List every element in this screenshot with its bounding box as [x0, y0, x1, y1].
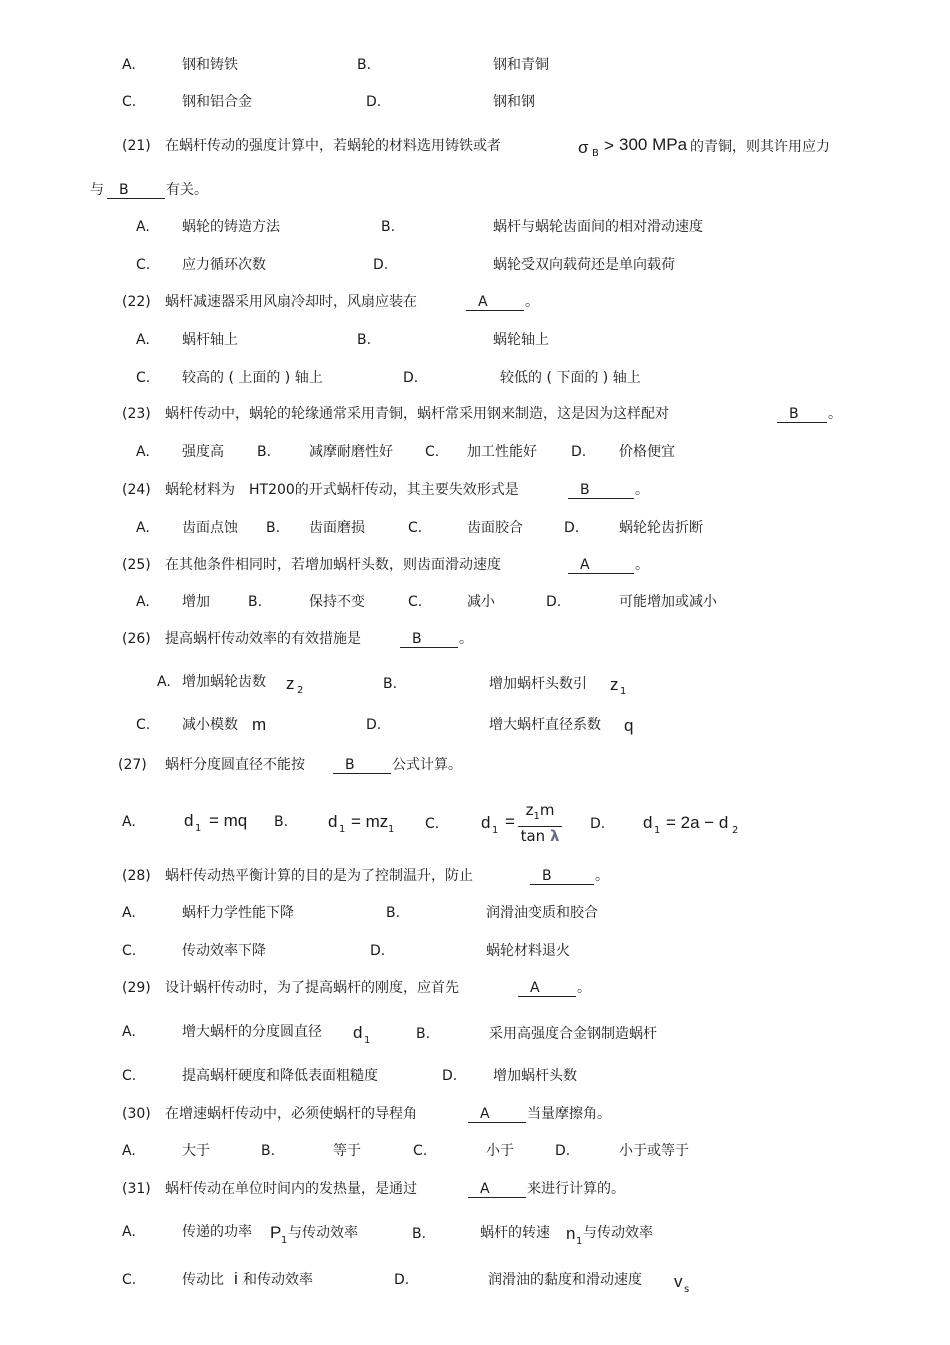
option-letter: C. [425, 816, 440, 832]
answer-blank: B [107, 181, 165, 199]
option-letter: A. [122, 1143, 136, 1159]
question-text: 蜗杆传动中，蜗轮的轮缘通常采用青铜，蜗杆常采用钢来制造，这是因为这样配对 [165, 406, 669, 422]
option-text: 采用高强度合金钢制造蜗杆 [489, 1026, 657, 1042]
question-text-end: 公式计算。 [392, 757, 462, 773]
option-text: 钢和青铜 [493, 57, 549, 73]
math-subscript: 1 [281, 1235, 288, 1246]
question-text-end: 。 [577, 980, 591, 996]
answer-blank: A [466, 293, 524, 311]
option-text: 齿面点蚀 [182, 520, 238, 536]
option-text: 保持不变 [309, 594, 365, 610]
question-number: (27) [118, 757, 147, 773]
option-text: 增大蜗杆的分度圆直径 [182, 1024, 322, 1040]
question-text-end: 。 [595, 868, 609, 884]
option-text: 传动比 [182, 1272, 224, 1288]
option-text: 增加蜗杆头数 [493, 1068, 577, 1084]
option-text: 小于 [486, 1143, 514, 1159]
option-letter: B. [274, 814, 289, 830]
question-number: (25) [122, 557, 151, 573]
math-subscript: 1 [620, 686, 627, 697]
option-text: 齿面胶合 [467, 520, 523, 536]
option-text: 润滑油变质和胶合 [486, 905, 598, 921]
option-text: 蜗杆的转速 [480, 1225, 550, 1241]
math-symbol: z [286, 674, 295, 693]
answer-blank: B [530, 867, 594, 885]
question-text: 蜗杆减速器采用风扇冷却时，风扇应装在 [165, 294, 417, 310]
option-text: 钢和铸铁 [182, 57, 238, 73]
option-letter: D. [370, 943, 386, 959]
question-number: (29) [122, 980, 151, 996]
question-number: (21) [122, 138, 151, 154]
option-text: 齿面磨损 [309, 520, 365, 536]
option-letter: A. [122, 57, 136, 73]
answer-blank: B [400, 630, 458, 648]
math-symbol: z [525, 801, 534, 819]
option-letter: C. [408, 594, 423, 610]
option-text: 增加蜗轮齿数 [182, 674, 266, 690]
math-rhs: = mz [351, 812, 389, 831]
option-text: 蜗轮的铸造方法 [182, 219, 280, 235]
option-letter: D. [373, 257, 389, 273]
question-number: (22) [122, 294, 151, 310]
option-text: 提高蜗杆硬度和降低表面粗糙度 [182, 1068, 378, 1084]
question-text-cont: 与 [90, 182, 104, 198]
answer-blank: A [568, 556, 634, 574]
option-letter: A. [136, 520, 150, 536]
option-text: 等于 [333, 1143, 361, 1159]
question-text: 在增速蜗杆传动中，必须使蜗杆的导程角 [165, 1106, 417, 1122]
option-letter: B. [357, 332, 372, 348]
math-subscript: 1 [364, 1035, 371, 1046]
math-function: tan [520, 827, 546, 845]
option-letter: D. [571, 444, 587, 460]
option-text: 蜗轮轴上 [493, 332, 549, 348]
option-letter: A. [136, 219, 150, 235]
question-number: (23) [122, 406, 151, 422]
option-text: 蜗轮受双向载荷还是单向载荷 [493, 257, 675, 273]
option-text: 钢和钢 [493, 94, 535, 110]
question-number: (31) [122, 1181, 151, 1197]
option-text: 蜗杆轴上 [182, 332, 238, 348]
option-text: 与传动效率 [583, 1225, 653, 1241]
option-letter: B. [248, 594, 263, 610]
option-letter: B. [383, 676, 398, 692]
math-symbol: d [353, 1023, 363, 1042]
math-symbol: i [234, 1269, 238, 1288]
option-text: 价格便宜 [619, 444, 675, 460]
option-text: 大于 [182, 1143, 210, 1159]
question-text: 提高蜗杆传动效率的有效措施是 [165, 631, 361, 647]
question-number: (26) [122, 631, 151, 647]
answer-blank: A [518, 979, 576, 997]
option-letter: C. [408, 520, 423, 536]
option-text: 与传动效率 [288, 1225, 358, 1241]
option-text: 减摩耐磨性好 [309, 444, 393, 460]
math-rhs: = mq [209, 811, 248, 830]
question-text-end: 有关。 [166, 182, 208, 198]
math-symbol: q [624, 716, 634, 735]
question-text: 在蜗杆传动的强度计算中，若蜗轮的材料选用铸铁或者 [165, 138, 501, 154]
option-text: 强度高 [182, 444, 224, 460]
question-text-end: 。 [828, 406, 842, 422]
option-text: 可能增加或减小 [619, 594, 717, 610]
option-letter: A. [136, 444, 150, 460]
option-text: 润滑油的黏度和滑动速度 [488, 1272, 642, 1288]
question-number: (30) [122, 1106, 151, 1122]
option-letter: D. [555, 1143, 571, 1159]
option-letter: D. [366, 94, 382, 110]
option-letter: A. [122, 905, 136, 921]
math-lhs: d [643, 813, 653, 832]
option-letter: D. [403, 370, 419, 386]
option-text: 加工性能好 [467, 444, 537, 460]
option-letter: A. [122, 1024, 136, 1040]
option-text: 较高的 ( 上面的 ) 轴上 [182, 370, 323, 386]
question-text-end: 当量摩擦角。 [527, 1106, 611, 1122]
option-letter: C. [136, 370, 151, 386]
option-letter: B. [416, 1026, 431, 1042]
option-text: 蜗杆与蜗轮齿面间的相对滑动速度 [493, 219, 703, 235]
math-subscript: 2 [732, 825, 739, 836]
option-letter: B. [357, 57, 372, 73]
answer-blank: B [333, 756, 391, 774]
option-text: 蜗杆力学性能下降 [182, 905, 294, 921]
math-symbol: z [610, 675, 619, 694]
option-letter: C. [122, 94, 137, 110]
question-text: 蜗杆传动在单位时间内的发热量，是通过 [165, 1181, 417, 1197]
option-letter: A. [136, 594, 150, 610]
option-letter: D. [590, 816, 606, 832]
math-subscript: 2 [297, 685, 304, 696]
greater-than: > [604, 136, 614, 155]
question-text-end: 。 [635, 482, 649, 498]
math-subscript: 1 [654, 825, 661, 836]
option-letter: A. [122, 1224, 136, 1240]
answer-blank: B [777, 405, 827, 423]
sigma-subscript: B [592, 148, 599, 159]
question-number: (28) [122, 868, 151, 884]
math-subscript: 1 [492, 825, 499, 836]
math-subscript: 1 [533, 811, 540, 822]
math-subscript: 1 [576, 1236, 583, 1247]
option-text: 传动效率下降 [182, 943, 266, 959]
option-text: 蜗轮材料退火 [486, 943, 570, 959]
question-text-end: 来进行计算的。 [527, 1181, 625, 1197]
option-text: 减小模数 [182, 717, 238, 733]
option-letter: C. [122, 943, 137, 959]
option-letter: B. [257, 444, 272, 460]
math-lhs: d [328, 812, 338, 831]
question-text-end: 。 [525, 294, 539, 310]
math-subscript: s [684, 1284, 690, 1295]
question-text-end: 。 [459, 631, 473, 647]
option-text: 蜗轮轮齿折断 [619, 520, 703, 536]
option-letter: D. [394, 1272, 410, 1288]
question-text: 在其他条件相同时，若增加蜗杆头数，则齿面滑动速度 [165, 557, 501, 573]
sigma-symbol: σ [578, 138, 589, 157]
option-letter: B. [261, 1143, 276, 1159]
question-text: 蜗轮材料为 HT200的开式蜗杆传动，其主要失效形式是 [165, 482, 519, 498]
option-letter: D. [546, 594, 562, 610]
option-text: 小于或等于 [619, 1143, 689, 1159]
option-letter: C. [136, 717, 151, 733]
option-letter: A. [122, 814, 136, 830]
math-symbol: P [270, 1223, 282, 1242]
option-letter: B. [386, 905, 401, 921]
math-subscript: 1 [388, 824, 395, 835]
math-rhs: = 2a − d [666, 813, 729, 832]
question-text: 设计蜗杆传动时，为了提高蜗杆的刚度，应首先 [165, 980, 459, 996]
option-text: 应力循环次数 [182, 257, 266, 273]
math-subscript: 1 [195, 823, 202, 834]
option-letter: C. [122, 1068, 137, 1084]
option-letter: B. [412, 1226, 427, 1242]
option-text: 和传动效率 [243, 1272, 313, 1288]
option-letter: A. [157, 674, 171, 690]
mpa-value: 300 MPa [619, 135, 688, 154]
option-text: 增加蜗杆头数引 [489, 676, 587, 692]
option-text: 增大蜗杆直径系数 [489, 717, 601, 733]
fraction [518, 801, 562, 845]
math-symbol: n [566, 1224, 576, 1243]
math-symbol: v [674, 1272, 683, 1291]
fraction-denominator [518, 827, 562, 845]
option-letter: C. [425, 444, 440, 460]
fraction-numerator [518, 801, 562, 827]
math-symbol: m [539, 801, 555, 819]
option-text: 减小 [467, 594, 495, 610]
option-letter: C. [122, 1272, 137, 1288]
option-letter: C. [413, 1143, 428, 1159]
math-lhs: d [481, 813, 491, 832]
option-text: 传递的功率 [182, 1224, 252, 1240]
option-letter: D. [442, 1068, 458, 1084]
answer-blank: A [468, 1105, 526, 1123]
option-text: 钢和铝合金 [182, 94, 252, 110]
question-text: 蜗杆传动热平衡计算的目的是为了控制温升，防止 [165, 868, 473, 884]
answer-blank: A [468, 1180, 526, 1198]
option-letter: B. [381, 219, 396, 235]
question-text: 蜗杆分度圆直径不能按 [165, 757, 305, 773]
question-text-cont: 的青铜，则其许用应力 [690, 139, 830, 155]
math-subscript: 1 [339, 824, 346, 835]
question-number: (24) [122, 482, 151, 498]
question-text-end: 。 [635, 557, 649, 573]
answer-blank: B [568, 481, 634, 499]
math-lhs: d [184, 811, 194, 830]
option-text: 较低的 ( 下面的 ) 轴上 [500, 370, 641, 386]
option-letter: B. [266, 520, 281, 536]
math-symbol: m [252, 715, 267, 734]
option-text: 增加 [182, 594, 210, 610]
math-equals: = [505, 812, 515, 831]
option-letter: A. [136, 332, 150, 348]
lambda-symbol: λ [549, 827, 560, 845]
option-letter: D. [366, 717, 382, 733]
option-letter: C. [136, 257, 151, 273]
option-letter: D. [564, 520, 580, 536]
